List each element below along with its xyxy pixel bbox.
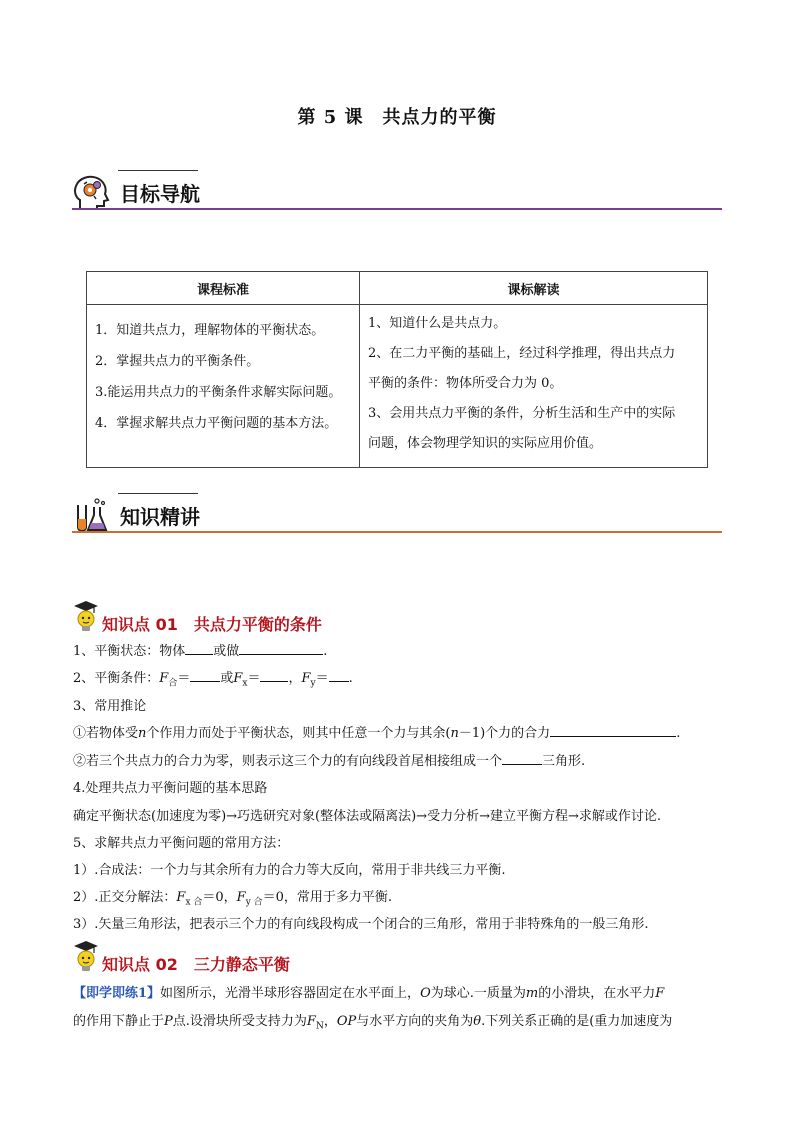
text: －1)个力的合力: [458, 726, 551, 741]
course-standard-table: [86, 271, 708, 468]
list-item: 1．知道共点力，理解物体的平衡状态。: [95, 323, 325, 338]
text: 或做: [213, 644, 240, 659]
list-item: 4．掌握求解共点力平衡问题的基本方法。: [95, 416, 338, 431]
text: F: [306, 1014, 316, 1029]
knowledge-point-2-title: 知识点 02 三力静态平衡: [102, 955, 290, 974]
text: F: [176, 890, 186, 905]
text: 三角形.: [542, 754, 586, 769]
text: x 合: [185, 897, 203, 908]
text: 的作用下静止于: [73, 1014, 165, 1029]
kp1-line-8: 5、求解共点力平衡问题的常用方法：: [73, 836, 290, 851]
table-header-row: [87, 272, 708, 305]
kp2-paragraph-line-1: [73, 982, 664, 1001]
text: 或: [220, 671, 234, 686]
text: 2、平衡条件：: [73, 671, 160, 686]
text: 合: [168, 678, 178, 689]
text: y: [310, 678, 316, 689]
table-row: [87, 305, 708, 468]
text: 个作用力而处于平衡状态，则其中任意一个力与其余(: [146, 726, 451, 741]
kp1-line-4: [73, 722, 680, 741]
kp1-line-2: [73, 667, 353, 689]
table-header-interpretation: 课标解读: [360, 272, 708, 305]
text: 如图所示，光滑半球形容器固定在水平面上，: [160, 986, 421, 1001]
list-item: 3.能运用共点力的平衡条件求解实际问题。: [95, 385, 342, 400]
text: ②若三个共点力的合力为零，则表示这三个力的有向线段首尾相接组成一个: [73, 754, 503, 769]
list-item: 平衡的条件：物体所受合力为 0。: [368, 376, 563, 391]
kp1-line-5: [73, 750, 585, 769]
text: 为球心.一质量为: [430, 986, 526, 1001]
text: ＝0，: [202, 890, 237, 905]
text: ＝: [315, 671, 329, 686]
text: 与水平方向的夹角为: [356, 1014, 474, 1029]
list-item: 1、知道什么是共点力。: [368, 316, 507, 331]
list-item: 3、会用共点力平衡的条件，分析生活和生产中的实际: [368, 406, 676, 421]
practice-tag: 【即学即练1】: [73, 986, 161, 1001]
blank: [239, 642, 323, 655]
text: m: [525, 986, 539, 1001]
text: .: [348, 671, 353, 686]
section-knowledge-label: 知识精讲: [120, 505, 200, 529]
graduation-bulb-icon: [72, 940, 100, 974]
kp1-line-10: [73, 886, 392, 908]
text: F: [655, 986, 665, 1001]
text: ，: [288, 671, 302, 686]
text: .下列关系正确的是(重力加速度为: [481, 1014, 673, 1029]
section-topline: [118, 170, 198, 171]
graduation-bulb-icon: [72, 600, 100, 634]
text: .: [323, 644, 328, 659]
section-goal-header: [72, 170, 722, 214]
kp1-line-3: 3、常用推论: [73, 699, 147, 714]
text: ①若物体受: [73, 726, 139, 741]
section-goal-label: 目标导航: [120, 182, 200, 206]
table-header-standard: 课程标准: [87, 272, 360, 305]
table-cell-standards: [87, 305, 360, 468]
table-cell-interpretation: [360, 305, 708, 468]
page-title: 第 5 课 共点力的平衡: [297, 107, 497, 128]
text: F: [159, 671, 169, 686]
text: 点.设滑块所受支持力为: [172, 1014, 307, 1029]
text: 2）.正交分解法：: [73, 890, 177, 905]
blank: [502, 752, 542, 765]
text: N: [315, 1021, 324, 1032]
text: F: [236, 890, 246, 905]
list-item: 问题，体会物理学知识的实际应用价值。: [368, 436, 603, 451]
list-item: 2．掌握共点力的平衡条件。: [95, 354, 260, 369]
text: θ: [473, 1014, 482, 1029]
section-topline: [118, 493, 198, 494]
text: y 合: [245, 897, 263, 908]
text: ＝: [177, 671, 191, 686]
lab-flask-icon: [72, 497, 112, 535]
head-gears-icon: [72, 174, 112, 212]
kp1-line-11: 3）.矢量三角形法，把表示三个力的有向线段构成一个闭合的三角形，常用于非特殊角的一般三角形.: [73, 917, 649, 932]
text: OP: [336, 1014, 357, 1029]
text: O: [420, 986, 431, 1001]
text: n: [450, 726, 459, 741]
list-item: 2、在二力平衡的基础上，经过科学推理，得出共点力: [368, 346, 676, 361]
text: 1、平衡状态：物体: [73, 644, 186, 659]
kp1-line-1: [73, 640, 327, 659]
kp1-line-7: 确定平衡状态(加速度为零)→巧选研究对象(整体法或隔离法)→受力分析→建立平衡方程→求解或作讨论.: [73, 809, 661, 824]
text: ，: [323, 1014, 337, 1029]
text: .: [676, 726, 681, 741]
text: ＝0，常用于多力平衡.: [262, 890, 393, 905]
blank: [329, 669, 349, 682]
section-knowledge-rule: [72, 531, 722, 533]
blank: [190, 669, 220, 682]
blank: [260, 669, 288, 682]
knowledge-point-1-title: 知识点 01 共点力平衡的条件: [102, 615, 322, 634]
section-knowledge-header: [72, 493, 722, 537]
kp1-line-9: 1）.合成法：一个力与其余所有力的合力等大反向，常用于非共线三力平衡.: [73, 863, 506, 878]
text: 的小滑块，在水平力: [538, 986, 656, 1001]
text: n: [138, 726, 147, 741]
section-goal-rule: [72, 208, 722, 210]
blank: [185, 642, 213, 655]
text: P: [164, 1014, 173, 1029]
text: x: [242, 678, 248, 689]
kp2-paragraph-line-2: [73, 1010, 672, 1032]
text: F: [233, 671, 243, 686]
text: ＝: [247, 671, 261, 686]
blank: [550, 724, 676, 737]
text: F: [301, 671, 311, 686]
kp1-line-6: 4.处理共点力平衡问题的基本思路: [73, 781, 268, 796]
